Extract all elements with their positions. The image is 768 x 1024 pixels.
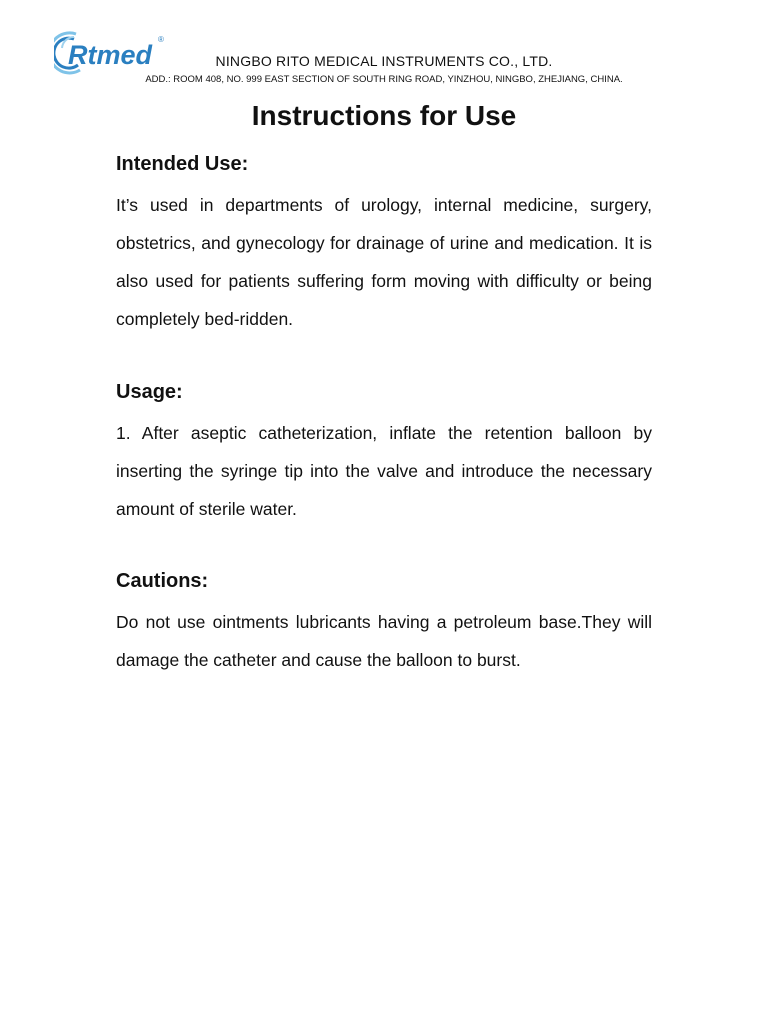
cautions-body: Do not use ointments lubricants having a petroleum base.They will damage the catheter and cause the balloon to burst. [116, 612, 652, 670]
company-address: ADD.: ROOM 408, NO. 999 EAST SECTION OF SOUTH RING ROAD, YINZHOU, NINGBO, ZHEJIANG, CHINA. [145, 74, 623, 85]
document-title: Instructions for Use [251, 100, 517, 131]
cautions-heading: Cautions: [116, 570, 209, 592]
usage-body: 1. After aseptic catheterization, inflate the retention balloon by inserting the syringe tip into the valve and introduce the necessary amount of sterile water. [116, 423, 652, 519]
intended-use-heading: Intended Use: [116, 153, 249, 175]
cautions-section [116, 567, 652, 679]
logo-wordmark: Rtmed [68, 40, 153, 70]
usage-section [116, 378, 652, 528]
logo-registered-mark: ® [158, 35, 164, 44]
company-name: NINGBO RITO MEDICAL INSTRUMENTS CO., LTD. [215, 53, 553, 69]
intended-use-body: It’s used in departments of urology, internal medicine, surgery, obstetrics, and gynecology for drainage of urine and medication. It is also used for patients suffering form moving with difficulty or being completely bed-ridden. [116, 195, 652, 329]
intended-use-section [116, 150, 652, 338]
usage-heading: Usage: [116, 381, 183, 403]
